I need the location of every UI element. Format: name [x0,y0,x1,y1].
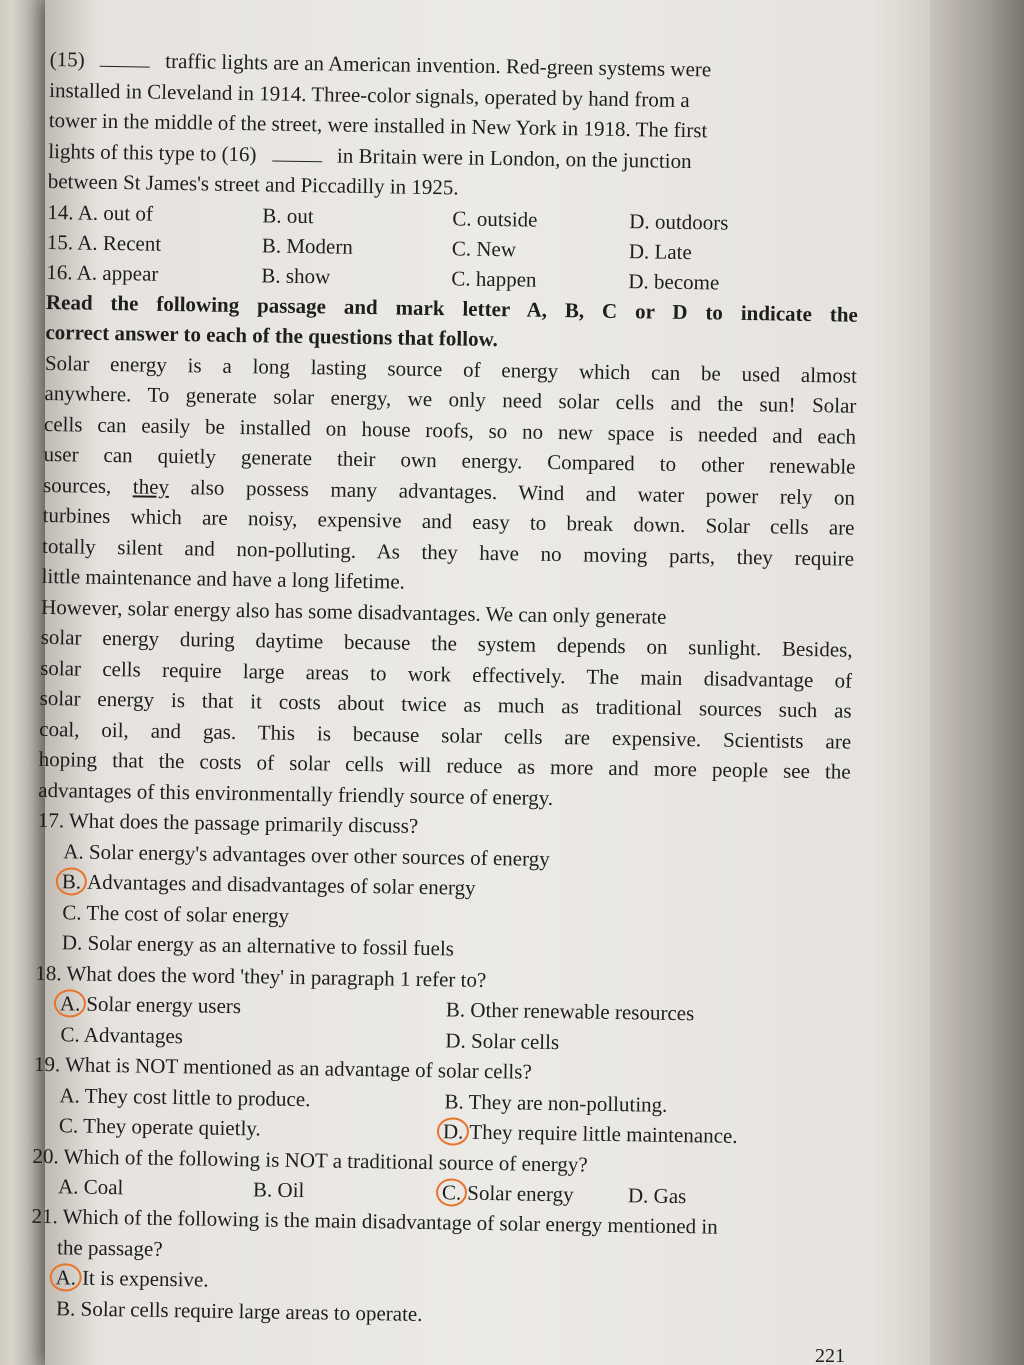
passage1-line: lights of this type to (16) in Britain were in London, on the junction [48,138,692,173]
passage2-line: Solar energy is a long lasting source of energy which can be used almost [44,350,858,388]
q17-option-a: A. Solar energy's advantages over other sources of energy [63,838,550,871]
option: D. Late [628,238,692,264]
option: 15. A. Recent [46,229,162,256]
underlined-they: they [132,473,170,499]
passage1-line: (15) traffic lights are an American invention. Red-green systems were [49,46,712,82]
question-21-stem-cont: the passage? [56,1234,163,1261]
answer-circle: C. [436,1178,468,1206]
question-20-stem: 20. Which of the following is NOT a traditional source of energy? [32,1143,588,1177]
passage2-line: solar energy during daytime because the system depends on sunlight. Besides, [40,624,853,662]
option: 16. A. appear [46,259,159,286]
question-21-stem: 21. Which of the following is the main disadvantage of solar energy mentioned in [31,1203,718,1239]
answer-circle: A. [54,989,87,1018]
q20-option-c: C. Solar energy [443,1177,628,1210]
option: C. happen [451,265,537,292]
option: D. outdoors [629,208,729,235]
question-19-stem: 19. What is NOT mentioned as an advantage of solar cells? [33,1051,532,1084]
q18-option-d: D. Solar cells [445,1027,560,1054]
passage2-line: anywhere. To generate solar energy, we only need solar cells and the sun! Solar [44,380,857,418]
option: B. Modern [261,232,354,259]
passage2-line: advantages of this environmentally friendly source of energy. [38,777,554,810]
answer-blank [272,142,322,162]
q20-option-d: D. Gas [627,1183,687,1209]
passage1-line: between St James's street and Piccadilly in 1925. [47,168,459,200]
question-18-stem: 18. What does the word 'they' in paragraph 1 refer to? [35,960,487,992]
q19-option-b: B. They are non-polluting. [444,1088,668,1117]
option: C. outside [452,205,538,232]
passage2-line: turbines which are noisy, expensive and easy to break down. Solar cells are [42,502,855,540]
q21-option-b: B. Solar cells require large areas to operate. [55,1295,423,1326]
page-text [30,44,862,1336]
passage1-line: installed in Cleveland in 1914. Three-color signals, operated by hand from a [49,77,690,112]
passage2-line: user can quietly generate their own energy. Compared to other renewable [43,441,856,479]
option: C. New [451,235,517,261]
option: D. become [628,268,720,295]
answer-circle: D. [437,1117,470,1146]
q17-option-c: C. The cost of solar energy [62,899,290,928]
page-edge-right [930,0,1024,1365]
passage2-line: However, solar energy also has some disadvantages. We can only generate [40,594,667,629]
q19-option-d: D. They require little maintenance. [444,1116,738,1151]
instruction-line: Read the following passage and mark letter A, B, C or D to indicate the [45,289,859,327]
option: 14. A. out of [47,199,154,226]
passage2-line: totally silent and non-polluting. As they have no moving parts, they require [41,533,855,571]
passage2-line: hoping that the costs of solar cells will reduce as more and more people see the [38,746,851,784]
q17-option-b: B. Advantages and disadvantages of solar energy [37,866,849,909]
question-17-stem: 17. What does the passage primarily discuss? [37,807,419,838]
answer-circle: B. [56,867,88,895]
q19-option-a: A. They cost little to produce. [59,1082,311,1111]
passage2-line: solar cells require large areas to work effectively. The main disadvantage of [40,655,853,693]
q18-option-a: A. Solar energy users [61,988,446,1025]
passage2-line-they: sources, they also possess many advantages. Wind and water power rely on [42,472,856,510]
passage2-line: little maintenance and have a long lifetime. [41,563,406,594]
q20-option-a: A. Coal [57,1174,124,1200]
q17-option-d: D. Solar energy as an alternative to fossil fuels [61,930,455,961]
passage2-line: solar energy is that it costs about twice as much as traditional sources such as [39,685,852,723]
q20-option-b: B. Oil [252,1177,305,1203]
q18-option-b: B. Other renewable resources [445,997,695,1026]
page-number: 221 [815,1345,845,1365]
instruction-line: correct answer to each of the questions that follow. [45,319,499,352]
option: B. out [262,202,314,228]
answer-circle: A. [49,1263,82,1292]
passage2-line: cells can easily be installed on house roofs, so no new space is needed and each [43,411,857,449]
q19-option-c: C. They operate quietly. [58,1113,261,1141]
q21-option-a: A. It is expensive. [30,1262,842,1305]
passage2-line: coal, oil, and gas. This is because solar cells are expensive. Scientists are [39,716,852,754]
option: B. show [261,262,331,288]
passage1-line: tower in the middle of the street, were installed in New York in 1918. The first [48,107,708,143]
q18-option-c: C. Advantages [60,1021,184,1048]
answer-blank [100,48,150,68]
